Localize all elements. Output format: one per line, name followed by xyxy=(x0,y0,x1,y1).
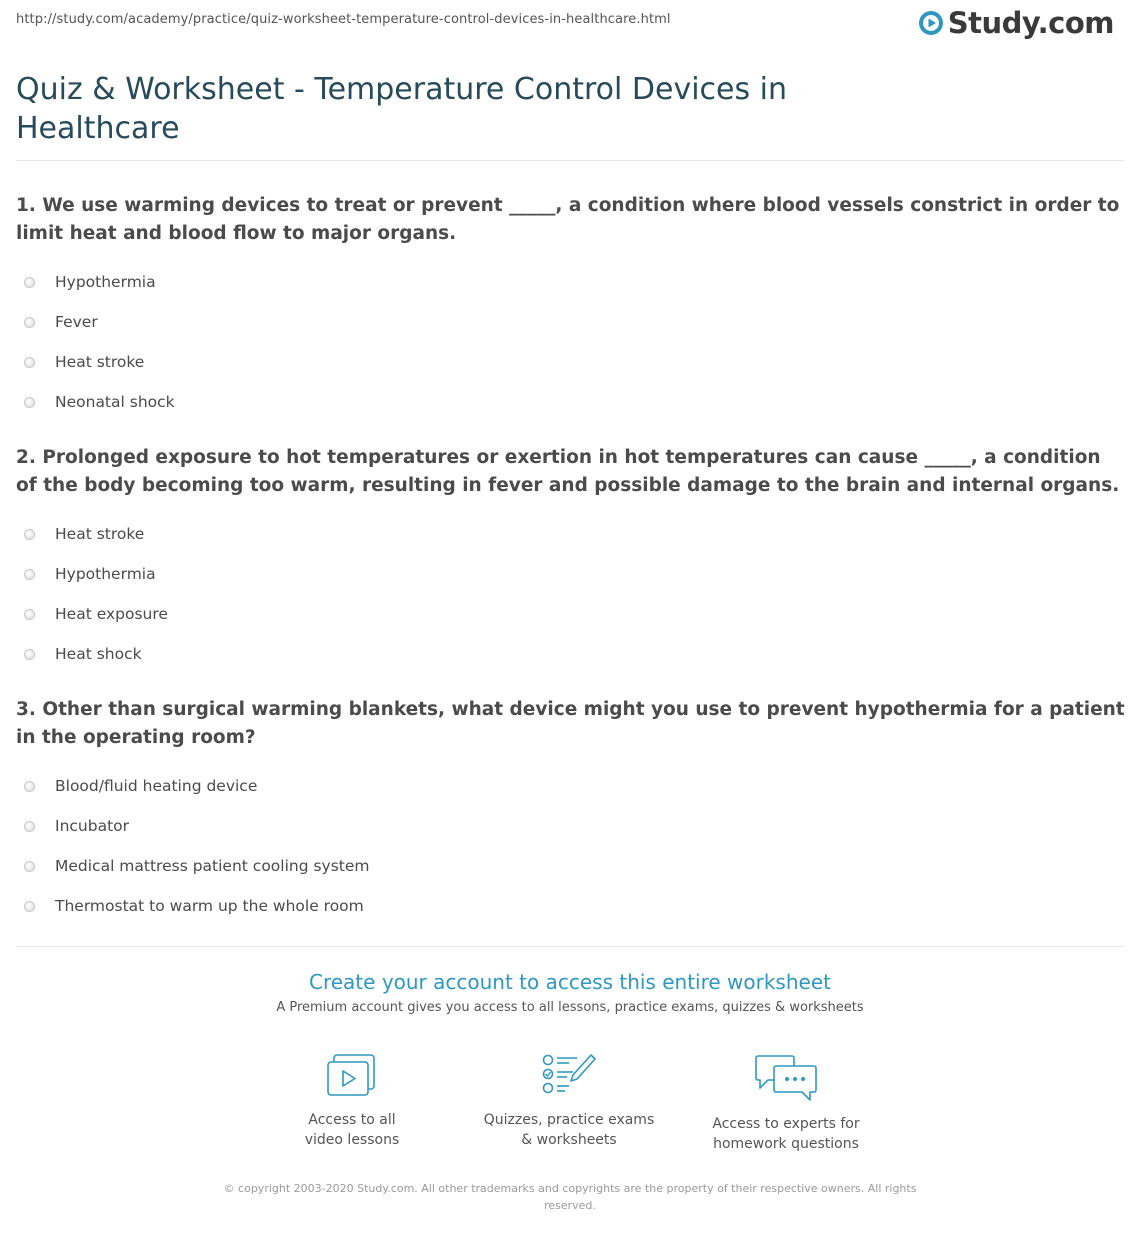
radio-button[interactable] xyxy=(24,569,35,580)
section-divider xyxy=(16,946,1124,947)
answer-label: Incubator xyxy=(55,817,130,835)
answer-label: Thermostat to warm up the whole room xyxy=(55,897,364,915)
answer-list xyxy=(16,766,1126,926)
answer-option[interactable] xyxy=(16,846,1126,886)
feature-quizzes xyxy=(469,1052,669,1150)
feature-label-line: Quizzes, practice exams xyxy=(483,1112,655,1128)
radio-button[interactable] xyxy=(24,861,35,872)
logo-text: Study.com xyxy=(947,6,1114,40)
answer-option[interactable] xyxy=(16,554,1126,594)
answer-label: Blood/fluid heating device xyxy=(55,777,258,795)
video-lessons-icon xyxy=(326,1052,378,1098)
answer-option[interactable] xyxy=(16,382,1126,422)
answer-label: Heat exposure xyxy=(55,605,168,623)
radio-button[interactable] xyxy=(24,781,35,792)
answer-label: Hypothermia xyxy=(55,565,156,583)
feature-label-line: video lessons xyxy=(304,1132,400,1148)
feature-label-line: Access to experts for xyxy=(712,1116,860,1132)
answer-option[interactable] xyxy=(16,262,1126,302)
answer-option[interactable] xyxy=(16,806,1126,846)
feature-experts xyxy=(686,1052,886,1154)
radio-button[interactable] xyxy=(24,901,35,912)
answer-label: Heat stroke xyxy=(55,353,145,371)
question-text: 3. Other than surgical warming blankets, what device might you use to prevent hypothermia for a patient in the operating room? xyxy=(16,699,1125,748)
cta-subtitle: A Premium account gives you access to all lessons, practice exams, quizzes & worksheets xyxy=(276,1000,864,1015)
answer-list xyxy=(16,514,1126,674)
feature-video-lessons xyxy=(252,1052,452,1150)
title-divider xyxy=(16,160,1124,161)
answer-label: Hypothermia xyxy=(55,273,156,291)
feature-label-line: Access to all xyxy=(308,1112,396,1128)
radio-button[interactable] xyxy=(24,609,35,620)
answer-option[interactable] xyxy=(16,594,1126,634)
page-title: Quiz & Worksheet - Temperature Control Devices in Healthcare xyxy=(16,72,788,146)
answer-label: Heat stroke xyxy=(55,525,145,543)
radio-button[interactable] xyxy=(24,821,35,832)
question-3 xyxy=(16,696,1126,926)
answer-option[interactable] xyxy=(16,514,1126,554)
page-url: http://study.com/academy/practice/quiz-worksheet-temperature-control-devices-in-healthcare.html xyxy=(16,12,671,27)
answer-option[interactable] xyxy=(16,302,1126,342)
copyright-text: © copyright 2003-2020 Study.com. All other trademarks and copyrights are the property of their respective owners. All rights reserved. xyxy=(223,1182,917,1212)
radio-button[interactable] xyxy=(24,397,35,408)
study-logo[interactable] xyxy=(918,6,1114,40)
answer-option[interactable] xyxy=(16,886,1126,926)
feature-label-line: & worksheets xyxy=(521,1132,617,1148)
radio-button[interactable] xyxy=(24,277,35,288)
answer-list xyxy=(16,262,1126,422)
answer-option[interactable] xyxy=(16,634,1126,674)
quiz-checklist-icon xyxy=(541,1052,597,1098)
cta-title[interactable]: Create your account to access this entire worksheet xyxy=(309,970,831,994)
answer-label: Heat shock xyxy=(55,645,142,663)
question-text: 1. We use warming devices to treat or prevent _____, a condition where blood vessels constrict in order to limit heat and blood flow to major organs. xyxy=(16,195,1120,244)
radio-button[interactable] xyxy=(24,357,35,368)
answer-label: Neonatal shock xyxy=(55,393,175,411)
feature-label-line: homework questions xyxy=(713,1136,859,1152)
radio-button[interactable] xyxy=(24,649,35,660)
chat-bubbles-icon xyxy=(754,1052,818,1102)
question-1 xyxy=(16,192,1126,422)
answer-label: Fever xyxy=(55,313,98,331)
answer-option[interactable] xyxy=(16,766,1126,806)
answer-label: Medical mattress patient cooling system xyxy=(55,857,370,875)
answer-option[interactable] xyxy=(16,342,1126,382)
radio-button[interactable] xyxy=(24,317,35,328)
question-2 xyxy=(16,444,1126,674)
question-text: 2. Prolonged exposure to hot temperatures or exertion in hot temperatures can cause _____, a condition of the body becoming too warm, resulting in fever and possible damage to the brain and internal organs. xyxy=(16,447,1120,496)
radio-button[interactable] xyxy=(24,529,35,540)
play-circle-icon xyxy=(918,10,944,36)
